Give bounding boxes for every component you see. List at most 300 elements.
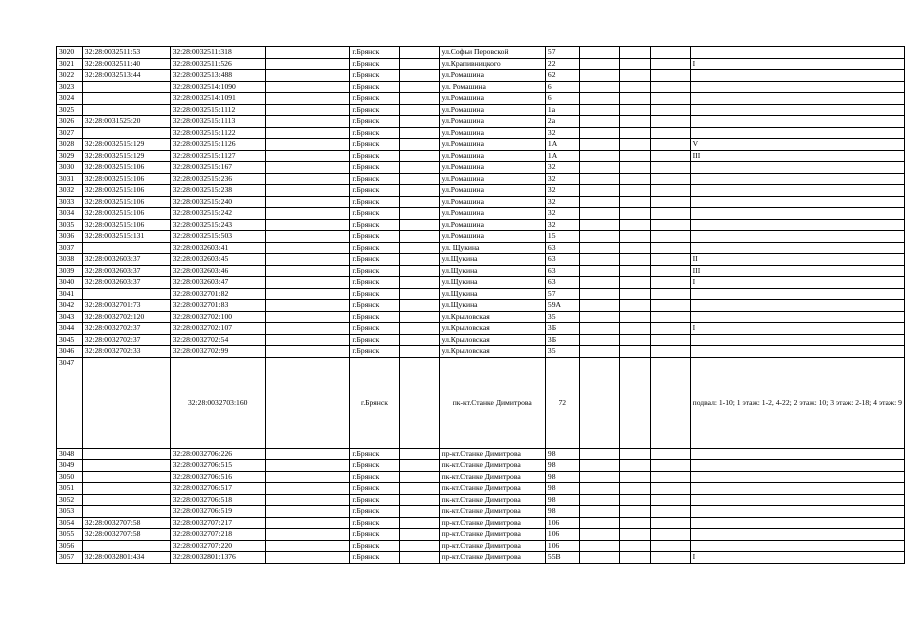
cell-cadastral-object: 32:28:0032515:1122	[170, 127, 265, 139]
cell-premises: II	[690, 254, 904, 266]
cell-house-number: 63	[545, 265, 579, 277]
cell-premises	[690, 460, 904, 472]
cell-cadastral-parcel: 32:28:0032515:106	[82, 219, 170, 231]
cell-house-number: 106	[545, 529, 579, 541]
cell-city: г.Брянск	[350, 471, 399, 483]
cell-house-number: 2а	[545, 116, 579, 128]
cell-row-number: 3025	[57, 104, 83, 116]
cell-cadastral-object: 32:28:0032706:226	[170, 448, 265, 460]
cell-cadastral-object: 32:28:0032706:516	[170, 471, 265, 483]
cell-blank-col-11	[650, 58, 690, 70]
cell-blank-col-11	[650, 529, 690, 541]
cell-city: г.Брянск	[350, 357, 399, 448]
table-row	[57, 346, 905, 358]
cell-row-number: 3030	[57, 162, 83, 174]
cell-premises	[690, 540, 904, 552]
cell-street: пр-кт.Станке Димитрова	[439, 552, 545, 564]
cell-blank-col-4	[265, 162, 350, 174]
cell-cadastral-object: 32:28:0032511:318	[170, 47, 265, 59]
cell-street: ул.Щукина	[439, 277, 545, 289]
cell-cadastral-parcel: 32:28:0032511:53	[82, 47, 170, 59]
cell-street: ул.Крыловская	[439, 346, 545, 358]
cell-premises: I	[690, 552, 904, 564]
cell-house-number: 72	[545, 357, 579, 448]
cell-blank-col-4	[265, 448, 350, 460]
cell-blank-col-4	[265, 58, 350, 70]
cell-row-number: 3045	[57, 334, 83, 346]
cell-cadastral-parcel: 32:28:0031525:20	[82, 116, 170, 128]
cell-street: ул.Ромашина	[439, 127, 545, 139]
cell-blank-col-11	[650, 150, 690, 162]
cell-premises	[690, 471, 904, 483]
cell-row-number: 3029	[57, 150, 83, 162]
cell-city: г.Брянск	[350, 323, 399, 335]
cell-premises	[690, 196, 904, 208]
cell-house-number: 59А	[545, 300, 579, 312]
cell-row-number: 3041	[57, 288, 83, 300]
cell-row-number: 3048	[57, 448, 83, 460]
cell-blank-col-6	[399, 448, 439, 460]
cell-house-number: 1а	[545, 104, 579, 116]
cell-cadastral-parcel	[82, 448, 170, 460]
cell-blank-col-4	[265, 494, 350, 506]
cell-blank-col-10	[620, 127, 650, 139]
cell-house-number: 63	[545, 242, 579, 254]
cell-blank-col-11	[650, 162, 690, 174]
cell-house-number: 22	[545, 58, 579, 70]
cell-house-number: 32	[545, 127, 579, 139]
cell-premises	[690, 483, 904, 495]
cell-blank-col-9	[579, 219, 620, 231]
cell-row-number: 3023	[57, 81, 83, 93]
cell-blank-col-10	[620, 81, 650, 93]
cell-house-number: 106	[545, 517, 579, 529]
cell-premises	[690, 47, 904, 59]
cell-row-number: 3038	[57, 254, 83, 266]
cell-blank-col-10	[620, 552, 650, 564]
table-row	[57, 494, 905, 506]
cell-row-number: 3024	[57, 93, 83, 105]
cell-blank-col-4	[265, 185, 350, 197]
cell-cadastral-parcel: 32:28:0032702:37	[82, 334, 170, 346]
cell-blank-col-10	[620, 104, 650, 116]
cell-cadastral-object: 32:28:0032603:47	[170, 277, 265, 289]
cell-house-number: 98	[545, 494, 579, 506]
table-row	[57, 323, 905, 335]
table-row	[57, 139, 905, 151]
cell-city: г.Брянск	[350, 242, 399, 254]
cell-cadastral-object: 32:28:0032706:515	[170, 460, 265, 472]
cell-city: г.Брянск	[350, 58, 399, 70]
cell-cadastral-object: 32:28:0032515:167	[170, 162, 265, 174]
cell-premises	[690, 208, 904, 220]
cell-cadastral-parcel	[82, 81, 170, 93]
cell-street: ул.Щукина	[439, 300, 545, 312]
cell-cadastral-parcel: 32:28:0032701:73	[82, 300, 170, 312]
cell-blank-col-4	[265, 139, 350, 151]
cell-blank-col-6	[399, 185, 439, 197]
cell-city: г.Брянск	[350, 483, 399, 495]
cell-cadastral-parcel: 32:28:0032515:131	[82, 231, 170, 243]
cell-blank-col-10	[620, 58, 650, 70]
table-row	[57, 70, 905, 82]
cell-city: г.Брянск	[350, 494, 399, 506]
cell-blank-col-9	[579, 311, 620, 323]
cell-blank-col-4	[265, 70, 350, 82]
cell-blank-col-9	[579, 242, 620, 254]
cell-blank-col-6	[399, 104, 439, 116]
cell-cadastral-object: 32:28:0032514:1090	[170, 81, 265, 93]
cell-blank-col-9	[579, 265, 620, 277]
cell-cadastral-object: 32:28:0032701:82	[170, 288, 265, 300]
cell-street: пк-кт.Станке Димитрова	[439, 506, 545, 518]
table-row	[57, 231, 905, 243]
cell-blank-col-6	[399, 47, 439, 59]
cell-blank-col-9	[579, 208, 620, 220]
cell-cadastral-object: 32:28:0032603:45	[170, 254, 265, 266]
cell-row-number: 3020	[57, 47, 83, 59]
cell-premises	[690, 162, 904, 174]
cell-row-number: 3047	[57, 357, 83, 448]
cell-house-number: 63	[545, 277, 579, 289]
cell-cadastral-parcel: 32:28:0032515:106	[82, 208, 170, 220]
table-row	[57, 47, 905, 59]
cell-street: пк-кт.Станке Димитрова	[439, 471, 545, 483]
cell-premises	[690, 300, 904, 312]
register-table	[56, 46, 905, 564]
cell-blank-col-11	[650, 494, 690, 506]
cell-row-number: 3031	[57, 173, 83, 185]
cell-row-number: 3044	[57, 323, 83, 335]
cell-blank-col-10	[620, 471, 650, 483]
cell-row-number: 3056	[57, 540, 83, 552]
cell-blank-col-4	[265, 219, 350, 231]
cell-blank-col-4	[265, 116, 350, 128]
cell-row-number: 3035	[57, 219, 83, 231]
cell-blank-col-6	[399, 265, 439, 277]
cell-blank-col-11	[650, 93, 690, 105]
cell-blank-col-11	[650, 483, 690, 495]
cell-blank-col-9	[579, 277, 620, 289]
cell-blank-col-11	[650, 277, 690, 289]
cell-blank-col-11	[650, 242, 690, 254]
cell-cadastral-object: 32:28:0032706:517	[170, 483, 265, 495]
cell-row-number: 3037	[57, 242, 83, 254]
cell-street: ул.Ромашина	[439, 104, 545, 116]
cell-street: ул.Щукина	[439, 288, 545, 300]
cell-cadastral-object: 32:28:0032702:54	[170, 334, 265, 346]
cell-blank-col-4	[265, 47, 350, 59]
table-row	[57, 506, 905, 518]
cell-cadastral-parcel: 32:28:0032515:106	[82, 196, 170, 208]
cell-blank-col-4	[265, 357, 350, 448]
cell-row-number: 3055	[57, 529, 83, 541]
cell-row-number: 3042	[57, 300, 83, 312]
cell-premises	[690, 448, 904, 460]
cell-cadastral-object: 32:28:0032515:240	[170, 196, 265, 208]
cell-house-number: 32	[545, 219, 579, 231]
cell-blank-col-4	[265, 288, 350, 300]
cell-blank-col-6	[399, 517, 439, 529]
cell-premises	[690, 70, 904, 82]
cell-blank-col-9	[579, 334, 620, 346]
cell-street: ул.Ромашина	[439, 196, 545, 208]
table-row	[57, 196, 905, 208]
cell-premises	[690, 219, 904, 231]
cell-row-number: 3046	[57, 346, 83, 358]
cell-row-number: 3039	[57, 265, 83, 277]
cell-blank-col-10	[620, 529, 650, 541]
cell-blank-col-9	[579, 357, 620, 448]
cell-cadastral-parcel: 32:28:0032707:58	[82, 529, 170, 541]
cell-cadastral-object: 32:28:0032603:41	[170, 242, 265, 254]
cell-row-number: 3057	[57, 552, 83, 564]
cell-blank-col-6	[399, 300, 439, 312]
cell-blank-col-6	[399, 460, 439, 472]
cell-blank-col-6	[399, 93, 439, 105]
cell-cadastral-parcel	[82, 127, 170, 139]
cell-city: г.Брянск	[350, 104, 399, 116]
cell-cadastral-object: 32:28:0032702:100	[170, 311, 265, 323]
cell-blank-col-9	[579, 93, 620, 105]
cell-blank-col-6	[399, 357, 439, 448]
table-row	[57, 242, 905, 254]
cell-blank-col-11	[650, 323, 690, 335]
cell-street: пр-кт.Станке Димитрова	[439, 529, 545, 541]
cell-blank-col-6	[399, 334, 439, 346]
cell-cadastral-object: 32:28:0032702:99	[170, 346, 265, 358]
cell-blank-col-9	[579, 540, 620, 552]
cell-blank-col-10	[620, 173, 650, 185]
cell-house-number: 98	[545, 471, 579, 483]
cell-cadastral-parcel: 32:28:0032515:106	[82, 162, 170, 174]
cell-blank-col-9	[579, 471, 620, 483]
cell-cadastral-object: 32:28:0032707:218	[170, 529, 265, 541]
cell-blank-col-11	[650, 357, 690, 448]
table-row	[57, 219, 905, 231]
cell-blank-col-6	[399, 552, 439, 564]
cell-blank-col-4	[265, 460, 350, 472]
cell-blank-col-10	[620, 334, 650, 346]
cell-blank-col-11	[650, 517, 690, 529]
cell-city: г.Брянск	[350, 127, 399, 139]
table-row	[57, 552, 905, 564]
cell-blank-col-9	[579, 70, 620, 82]
cell-row-number: 3034	[57, 208, 83, 220]
cell-house-number: 57	[545, 288, 579, 300]
table-row	[57, 265, 905, 277]
cell-blank-col-9	[579, 517, 620, 529]
cell-street: ул.Софьи Перовской	[439, 47, 545, 59]
cell-blank-col-9	[579, 127, 620, 139]
cell-blank-col-6	[399, 288, 439, 300]
cell-street: ул.Ромашина	[439, 208, 545, 220]
table-row	[57, 150, 905, 162]
cell-city: г.Брянск	[350, 448, 399, 460]
cell-blank-col-11	[650, 81, 690, 93]
cell-blank-col-10	[620, 506, 650, 518]
cell-row-number: 3036	[57, 231, 83, 243]
cell-street: ул.Ромашина	[439, 150, 545, 162]
cell-cadastral-object: 32:28:0032706:518	[170, 494, 265, 506]
cell-blank-col-6	[399, 323, 439, 335]
cell-blank-col-11	[650, 334, 690, 346]
cell-blank-col-10	[620, 300, 650, 312]
cell-house-number: 6	[545, 93, 579, 105]
table-row	[57, 58, 905, 70]
cell-row-number: 3026	[57, 116, 83, 128]
cell-house-number: 3Б	[545, 323, 579, 335]
cell-premises: III	[690, 150, 904, 162]
cell-cadastral-object: 32:28:0032801:1376	[170, 552, 265, 564]
cell-blank-col-10	[620, 448, 650, 460]
cell-house-number: 98	[545, 506, 579, 518]
cell-blank-col-9	[579, 139, 620, 151]
cell-house-number: 35	[545, 346, 579, 358]
cell-city: г.Брянск	[350, 552, 399, 564]
cell-street: ул.Ромашина	[439, 173, 545, 185]
cell-premises: I	[690, 277, 904, 289]
cell-blank-col-6	[399, 254, 439, 266]
cell-blank-col-6	[399, 483, 439, 495]
cell-cadastral-object: 32:28:0032514:1091	[170, 93, 265, 105]
cell-blank-col-4	[265, 150, 350, 162]
cell-blank-col-6	[399, 162, 439, 174]
table-row	[57, 300, 905, 312]
cell-row-number: 3052	[57, 494, 83, 506]
cell-blank-col-10	[620, 162, 650, 174]
cell-street: ул.Крыловская	[439, 334, 545, 346]
cell-city: г.Брянск	[350, 334, 399, 346]
cell-blank-col-9	[579, 150, 620, 162]
cell-blank-col-6	[399, 70, 439, 82]
cell-blank-col-6	[399, 506, 439, 518]
cell-street: ул.Крыловская	[439, 311, 545, 323]
cell-street: пк-кт.Станке Димитрова	[439, 494, 545, 506]
cell-cadastral-object: 32:28:0032706:519	[170, 506, 265, 518]
cell-row-number: 3027	[57, 127, 83, 139]
cell-blank-col-9	[579, 196, 620, 208]
cell-premises	[690, 185, 904, 197]
cell-city: г.Брянск	[350, 506, 399, 518]
cell-blank-col-10	[620, 231, 650, 243]
cell-city: г.Брянск	[350, 173, 399, 185]
cell-blank-col-11	[650, 552, 690, 564]
cell-street: пк-кт.Станке Димитрова	[439, 483, 545, 495]
cell-blank-col-9	[579, 323, 620, 335]
cell-blank-col-10	[620, 116, 650, 128]
cell-blank-col-9	[579, 81, 620, 93]
table-row	[57, 334, 905, 346]
cell-blank-col-6	[399, 219, 439, 231]
cell-premises	[690, 104, 904, 116]
cell-house-number: 63	[545, 254, 579, 266]
cell-cadastral-object: 32:28:0032515:238	[170, 185, 265, 197]
cell-blank-col-9	[579, 448, 620, 460]
cell-blank-col-6	[399, 150, 439, 162]
cell-blank-col-11	[650, 185, 690, 197]
cell-blank-col-9	[579, 104, 620, 116]
cell-cadastral-parcel	[82, 357, 170, 448]
table-row	[57, 483, 905, 495]
cell-blank-col-4	[265, 506, 350, 518]
cell-blank-col-6	[399, 208, 439, 220]
cell-street: ул.Ромашина	[439, 116, 545, 128]
cell-premises	[690, 346, 904, 358]
cell-city: г.Брянск	[350, 300, 399, 312]
cell-blank-col-9	[579, 254, 620, 266]
cell-blank-col-10	[620, 242, 650, 254]
cell-blank-col-6	[399, 277, 439, 289]
cell-premises	[690, 127, 904, 139]
cell-city: г.Брянск	[350, 208, 399, 220]
cell-cadastral-parcel: 32:28:0032515:129	[82, 150, 170, 162]
cell-row-number: 3032	[57, 185, 83, 197]
cell-cadastral-parcel: 32:28:0032515:106	[82, 185, 170, 197]
cell-premises	[690, 288, 904, 300]
table-row	[57, 104, 905, 116]
cell-house-number: 32	[545, 185, 579, 197]
cell-cadastral-object: 32:28:0032515:503	[170, 231, 265, 243]
cell-street: ул.Ромашина	[439, 93, 545, 105]
cell-house-number: 55В	[545, 552, 579, 564]
cell-blank-col-4	[265, 517, 350, 529]
cell-blank-col-10	[620, 540, 650, 552]
cell-blank-col-4	[265, 104, 350, 116]
table-row	[57, 162, 905, 174]
cell-blank-col-6	[399, 58, 439, 70]
cell-blank-col-9	[579, 483, 620, 495]
cell-blank-col-4	[265, 346, 350, 358]
cell-city: г.Брянск	[350, 139, 399, 151]
cell-blank-col-11	[650, 173, 690, 185]
cell-city: г.Брянск	[350, 81, 399, 93]
table-row	[57, 517, 905, 529]
cell-row-number: 3040	[57, 277, 83, 289]
cell-house-number: 3Б	[545, 334, 579, 346]
cell-blank-col-10	[620, 47, 650, 59]
cell-blank-col-4	[265, 242, 350, 254]
table-row	[57, 127, 905, 139]
cell-street: пр-кт.Станке Димитрова	[439, 448, 545, 460]
cell-blank-col-11	[650, 116, 690, 128]
cell-blank-col-4	[265, 323, 350, 335]
cell-blank-col-9	[579, 460, 620, 472]
cell-blank-col-4	[265, 334, 350, 346]
cell-blank-col-11	[650, 70, 690, 82]
cell-blank-col-6	[399, 127, 439, 139]
cell-cadastral-object: 32:28:0032603:46	[170, 265, 265, 277]
cell-row-number: 3053	[57, 506, 83, 518]
cell-blank-col-9	[579, 185, 620, 197]
cell-cadastral-parcel	[82, 288, 170, 300]
cell-cadastral-parcel	[82, 483, 170, 495]
cell-street: ул.Ромашина	[439, 70, 545, 82]
cell-blank-col-6	[399, 494, 439, 506]
cell-row-number: 3028	[57, 139, 83, 151]
cell-blank-col-10	[620, 219, 650, 231]
cell-premises: III	[690, 265, 904, 277]
cell-house-number: 98	[545, 483, 579, 495]
cell-street: пк-кт.Станке Димитрова	[439, 357, 545, 448]
cell-blank-col-4	[265, 300, 350, 312]
cell-blank-col-4	[265, 471, 350, 483]
cell-blank-col-10	[620, 277, 650, 289]
cell-street: ул.Ромашина	[439, 185, 545, 197]
cell-blank-col-9	[579, 300, 620, 312]
cell-blank-col-11	[650, 540, 690, 552]
cell-blank-col-10	[620, 196, 650, 208]
